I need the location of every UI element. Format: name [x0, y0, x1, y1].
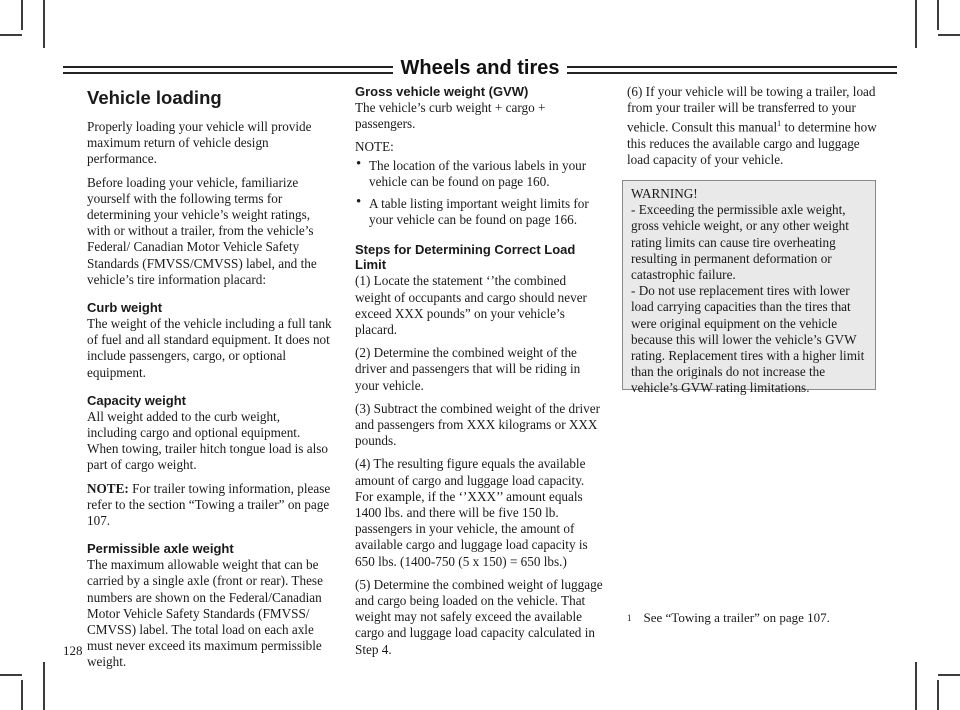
- warning-title: WARNING!: [631, 186, 698, 201]
- gvw-text: The vehicle’s curb weight + cargo + passengers.: [355, 100, 546, 132]
- crop-mark: [0, 34, 22, 36]
- step-4: (4) The resulting figure equals the available amount of cargo and luggage load capacity. For example, if the ‘’XXX’’ amount equals 1400 lbs. and there will be five 150 lb. passengers in your vehicle, the amount of available cargo and luggage load capacity is 650 lbs. (1400-750 (5 x 150) = 650 lbs.): [355, 456, 588, 569]
- header-rule-right: [567, 66, 897, 74]
- step-2: (2) Determine the combined weight of the driver and passengers that will be riding in your vehicle.: [355, 345, 581, 393]
- section-title: Wheels and tires: [400, 57, 560, 79]
- list-item-text: The location of the various labels in your vehicle can be found on page 160.: [369, 157, 587, 189]
- curb-weight-heading: Curb weight: [87, 300, 163, 316]
- towing-note: [87, 481, 333, 530]
- crop-mark: [915, 662, 917, 710]
- step-6-text-continued: to determine how this reduces the available cargo and luggage load capacity of your vehicle.: [627, 119, 877, 168]
- header-rule-left: [63, 66, 393, 74]
- note-label: NOTE:: [355, 139, 394, 155]
- footnote-text: See “Towing a trailer” on page 107.: [643, 610, 830, 625]
- crop-mark: [43, 0, 45, 48]
- note-label: NOTE:: [87, 480, 129, 496]
- crop-mark: [937, 680, 939, 710]
- vehicle-loading-heading: Vehicle loading: [87, 87, 222, 108]
- step-6: [627, 84, 879, 168]
- crop-mark: [21, 0, 23, 30]
- footnote-reference[interactable]: 1: [777, 119, 782, 129]
- axle-weight-heading: Permissible axle weight: [87, 541, 234, 557]
- step-6-text: (6) If your vehicle will be towing a trailer, load from your trailer will be transferred to your vehicle. Consult this manual: [627, 84, 876, 135]
- curb-weight-text: The weight of the vehicle including a full tank of fuel and all standard equipment. It does not include passengers, cargo, or optional equipment.: [87, 316, 332, 380]
- right-column: [627, 84, 879, 175]
- crop-mark: [938, 34, 960, 36]
- crop-mark: [937, 0, 939, 30]
- step-3: (3) Subtract the combined weight of the driver and passengers from XXX kilograms or XXX pounds.: [355, 400, 600, 449]
- terms-paragraph: Before loading your vehicle, familiarize yourself with the following terms for determining your vehicle’s weight ratings, with or without a trailer, from the vehicle’s Federal/ Canadian Motor Vehicle Safety Standards (FMVSS/CMVSS) label, and the vehicle’s tire information placard:: [87, 174, 317, 287]
- warning-item: - Do not use replacement tires with lower load carrying capacities than the tires that were original equipment on the vehicle because this will lower the vehicle’s GVW rating. Replacement tires with a higher limit than the originals do not increase the vehicle’s GVW rating limitations.: [631, 283, 865, 396]
- warning-box: [622, 180, 876, 396]
- step-5: (5) Determine the combined weight of luggage and cargo being loaded on the vehicle. That weight may not safely exceed the available cargo and luggage load capacity calculated in Step 4.: [355, 576, 603, 657]
- list-item: [355, 196, 605, 228]
- warning-item: - Exceeding the permissible axle weight, gross vehicle weight, or any other weight rating limits can cause tire overheating resulting in permanent deformation or catastrophic failure.: [631, 202, 849, 283]
- bullet-icon: •: [356, 194, 362, 211]
- steps-heading: Steps for Determining Correct Load Limit: [355, 242, 576, 273]
- crop-mark: [0, 674, 22, 676]
- capacity-weight-text: All weight added to the curb weight, including cargo and optional equipment. When towing, trailer hitch tongue load is also part of cargo weight.: [87, 408, 328, 473]
- list-item-text: A table listing important weight limits for your vehicle can be found on page 166.: [369, 196, 589, 228]
- left-column: [87, 84, 333, 678]
- capacity-weight-heading: Capacity weight: [87, 392, 186, 408]
- crop-mark: [43, 662, 45, 710]
- crop-mark: [21, 680, 23, 710]
- crop-mark: [938, 674, 960, 676]
- middle-column: [355, 84, 605, 665]
- gvw-heading: Gross vehicle weight (GVW): [355, 84, 529, 99]
- intro-paragraph: Properly loading your vehicle will provide maximum return of vehicle design performance.: [87, 119, 312, 167]
- note-text: For trailer towing information, please refer to the section “Towing a trailer” on page 107.: [87, 480, 331, 529]
- footnote: [627, 610, 830, 626]
- step-1: (1) Locate the statement ‘’the combined weight of occupants and cargo should never exceed XXX pounds” on your vehicle’s placard.: [355, 273, 587, 338]
- bullet-icon: •: [356, 155, 362, 172]
- footnote-mark: 1: [627, 613, 632, 623]
- crop-mark: [915, 0, 917, 48]
- axle-weight-text: The maximum allowable weight that can be carried by a single axle (front or rear). These numbers are shown on the Federal/Canadian Motor Vehicle Safety Standards (FMVSS/ CMVSS) label. The total load on each axle must never exceed its maximum permissible weight.: [87, 557, 323, 670]
- page-number: 128: [63, 643, 83, 658]
- list-item: [355, 155, 605, 190]
